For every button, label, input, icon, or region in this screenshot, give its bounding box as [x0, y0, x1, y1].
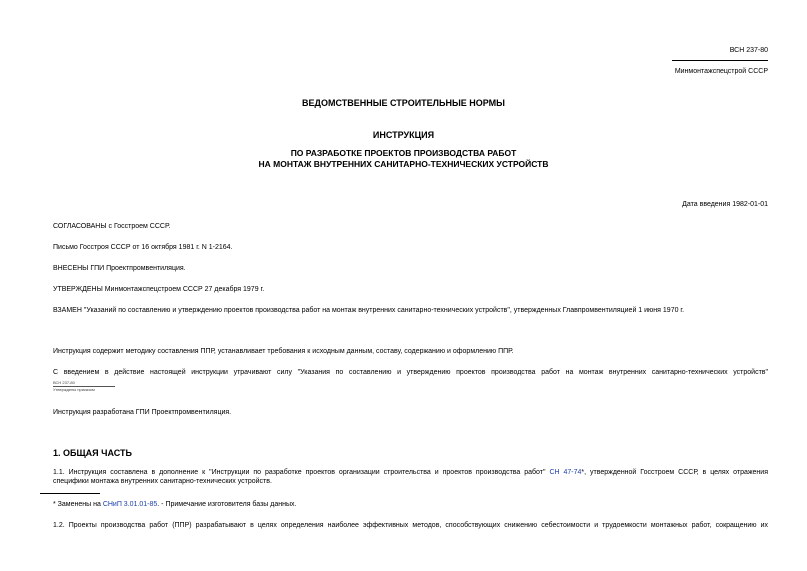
document-code: ВСН 237-80	[729, 47, 768, 54]
sn-47-74-link[interactable]: СН 47-74	[549, 469, 582, 476]
paragraph-1-1	[53, 468, 768, 477]
developer-statement: Инструкция разработана ГПИ Проектпромвентиляция.	[53, 409, 232, 416]
footnote-text-end: . - Примечание изготовителя базы данных.	[157, 501, 297, 508]
section-heading-general: 1. ОБЩАЯ ЧАСТЬ	[53, 448, 132, 458]
paragraph-1-2: 1.2. Проекты производства работ (ППР) разрабатывают в целях определения наиболее эффективных методов, способствующих снижению себестоимости и трудоемкости монтажных работ, сокращению их	[53, 522, 768, 529]
repeal-statement: С введением в действие настоящей инструкции утрачивают силу "Указания по составлению и утверждению проектов производства работ на монтаж внутренних санитарно-технических устройств"	[53, 369, 768, 376]
subject-title	[0, 148, 807, 170]
introduction-date: Дата введения 1982-01-01	[682, 201, 768, 208]
footnote	[53, 500, 296, 509]
subject-title-line2: НА МОНТАЖ ВНУТРЕННИХ САНИТАРНО-ТЕХНИЧЕСКИХ УСТРОЙСТВ	[258, 159, 549, 169]
instruction-title: ИНСТРУКЦИЯ	[372, 130, 435, 140]
footnote-divider	[40, 493, 100, 494]
footnote-text: * Заменены на	[53, 501, 101, 508]
paragraph-1-1-text: 1.1. Инструкция составлена в дополнение к "Инструкции по разработке проектов организации строительства и проектов производства работ"	[53, 469, 546, 476]
agreed-statement: СОГЛАСОВАНЫ с Госстроем СССР.	[53, 223, 171, 230]
header-divider	[672, 60, 768, 61]
snip-3-01-01-85-link[interactable]: СНиП 3.01.01-85	[102, 501, 158, 508]
approved-statement: УТВЕРЖДЕНЫ Минмонтажспецстроем СССР 27 декабря 1979 г.	[53, 286, 265, 293]
issuing-organization: Минмонтажспецстрой СССР	[674, 68, 768, 75]
paragraph-1-1-continuation: специфики монтажа внутренних санитарно-технических устройств.	[53, 478, 272, 485]
replaced-statement: ВЗАМЕН "Указаний по составлению и утверждению проектов производства работ на монтаж внутренних санитарно-технических устройств", утвержденных Главпромвентиляцией 1 июня 1970 г.	[53, 307, 685, 314]
faded-note	[53, 380, 123, 392]
paragraph-1-1-text-end: *, утвержденной Госстроем СССР, в целях отражения	[581, 469, 768, 476]
faded-note-text: Утверждены приказом	[53, 387, 95, 392]
letter-statement: Письмо Госстроя СССР от 16 октября 1981 г. N 1-2164.	[53, 244, 233, 251]
norms-title: ВЕДОМСТВЕННЫЕ СТРОИТЕЛЬНЫЕ НОРМЫ	[302, 98, 505, 108]
faded-note-code: ВСН 237-80	[53, 380, 75, 385]
subject-title-line1: ПО РАЗРАБОТКЕ ПРОЕКТОВ ПРОИЗВОДСТВА РАБОТ	[290, 148, 517, 158]
content-summary: Инструкция содержит методику составления ППР, устанавливает требования к исходным данным, составу, содержанию и оформлению ППР.	[53, 348, 514, 355]
introduced-statement: ВНЕСЕНЫ ГПИ Проектпромвентиляция.	[53, 265, 186, 272]
